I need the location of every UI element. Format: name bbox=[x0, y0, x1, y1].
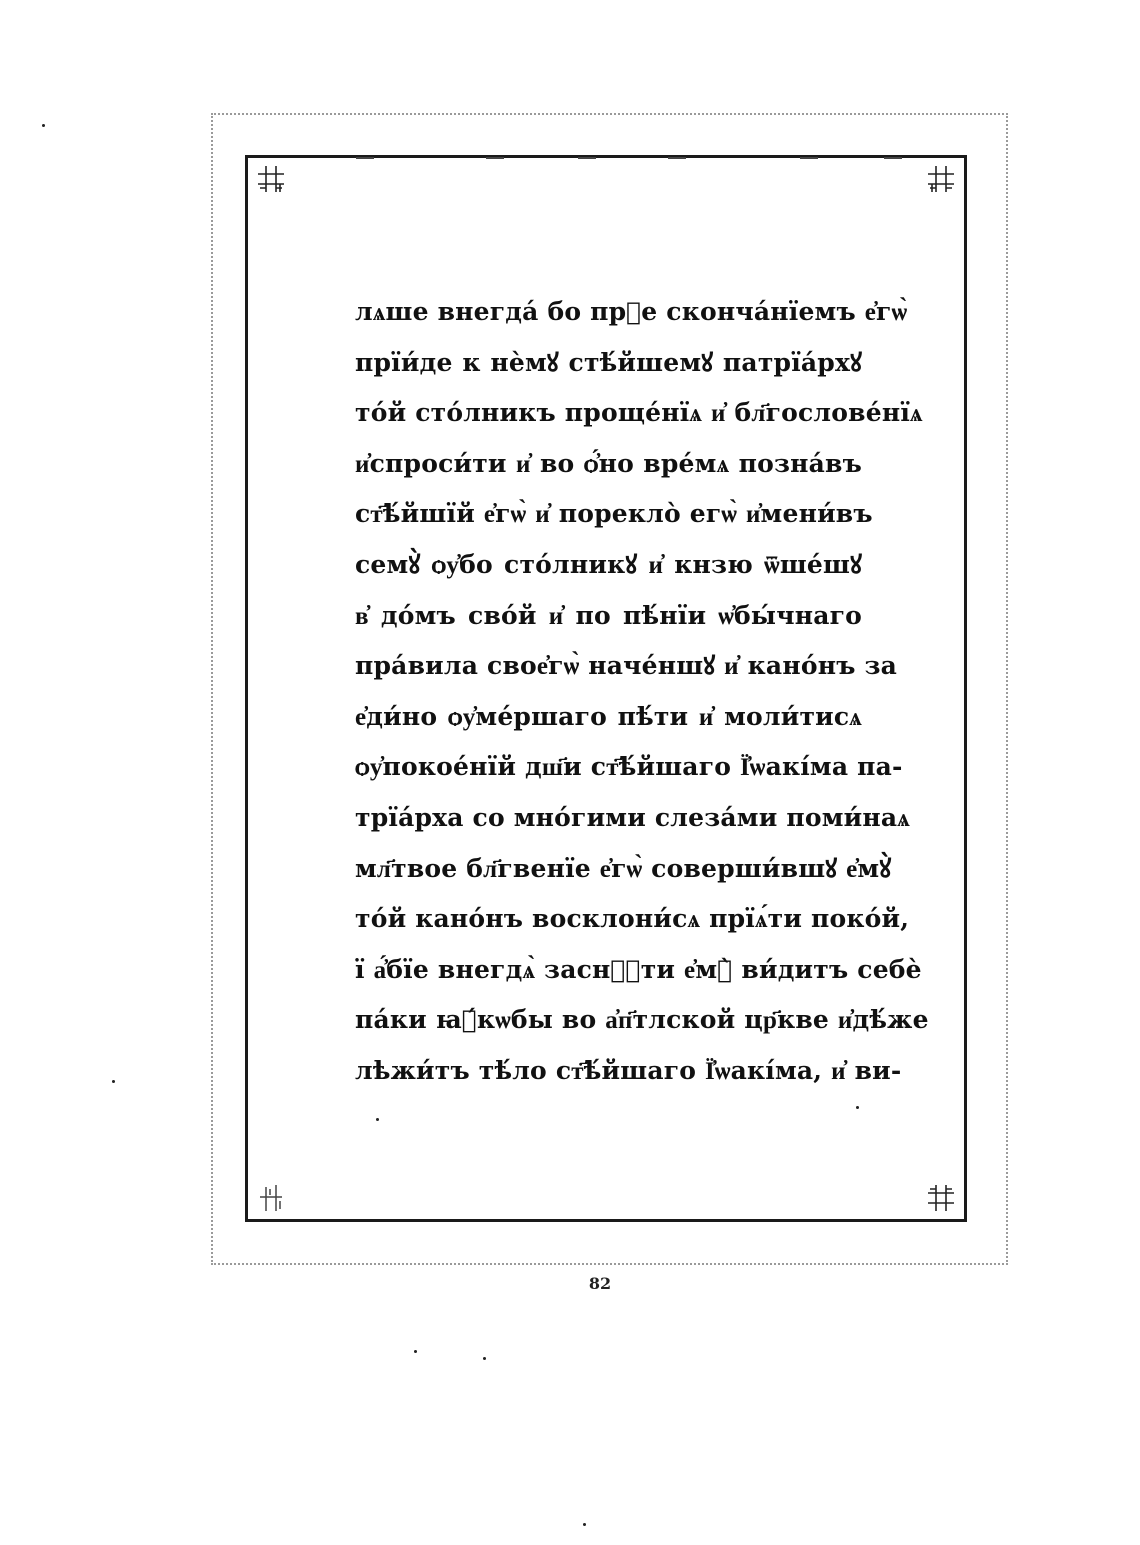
page-number: 82 bbox=[588, 1274, 612, 1293]
frame-mark bbox=[884, 157, 902, 159]
text-line: лѧше внегдá бо прⷣе скончáнїемъ е҆гѡ̀ bbox=[355, 297, 908, 326]
corner-ornament-icon bbox=[256, 1183, 286, 1213]
text-line: ї а҆́бїе внегдѧ̀ засн꙽ꙋти е҆мꙋ̀ ви́дитъ себѐ bbox=[355, 954, 922, 984]
ink-speck bbox=[112, 1080, 115, 1083]
frame-mark bbox=[578, 157, 596, 159]
ink-speck bbox=[583, 1523, 586, 1526]
text-line: пра́вила свое҆гѡ̀ наче́ншꙋ и҆ кано́нъ за bbox=[355, 651, 898, 681]
ink-speck bbox=[483, 1357, 486, 1360]
text-line: и҆спроси́ти и҆ во ѻ҆́но вре́мѧ позна́въ bbox=[355, 448, 862, 478]
ink-speck bbox=[856, 1106, 859, 1109]
text-line: трїа́рха со мно́гими слеза́ми поми́наѧ bbox=[355, 802, 910, 832]
ink-speck bbox=[376, 1118, 379, 1121]
corner-ornament-icon bbox=[926, 1183, 956, 1213]
text-line: в҆ до́мъ сво́й и҆ по пѣ́нїи ѡ҆бы́чнаго bbox=[355, 600, 862, 630]
corner-ornament-icon bbox=[926, 164, 956, 194]
text-line: па́ки ꙗ҆́кѡбы во а҆п҃тлской цр҃кве и҆дѣ́же bbox=[355, 1005, 929, 1035]
text-line: то́й кано́нъ восклони́сѧ прїѧ́ти поко́й, bbox=[355, 904, 910, 934]
frame-mark bbox=[356, 157, 374, 159]
text-line: то́й сто́лникъ проще́нїѧ и҆ бл҃гослове́нїѧ bbox=[355, 398, 923, 428]
text-line: прїи́де к нѐмꙋ стѣ́йшемꙋ патрїа́рхꙋ bbox=[355, 347, 862, 377]
frame-mark bbox=[668, 157, 686, 159]
frame-mark bbox=[486, 157, 504, 159]
ink-speck bbox=[414, 1350, 417, 1353]
corner-ornament-icon bbox=[256, 164, 286, 194]
text-line: семꙋ̀ ѻу҆бо сто́лникꙋ и҆ кнзю ѿше́шꙋ bbox=[355, 549, 862, 579]
ink-speck bbox=[42, 124, 45, 127]
text-line: ст҃ѣ́йшїй е҆гѡ̀ и҆ порекло̀ егѡ̀ и҆мени́въ bbox=[355, 499, 873, 529]
frame-mark bbox=[800, 157, 818, 159]
text-line: ѻу҆покое́нїй дш҃и ст҃ѣ́йшаго Ї҆ѡакі́ма па- bbox=[355, 752, 903, 782]
text-line: е҆ди́но ѻу҆ме́ршаго пѣ́ти и҆ моли́тисѧ bbox=[355, 701, 862, 731]
body-text bbox=[355, 293, 929, 1103]
text-line: лѣжи́тъ тѣ́ло ст҃ѣ́йшаго Ї҆ѡакі́ма, и҆ ви- bbox=[355, 1055, 902, 1085]
text-line: мл҃твое бл҃гвенїе е҆гѡ̀ соверши́вшꙋ е҆мꙋ̀ bbox=[355, 853, 892, 883]
